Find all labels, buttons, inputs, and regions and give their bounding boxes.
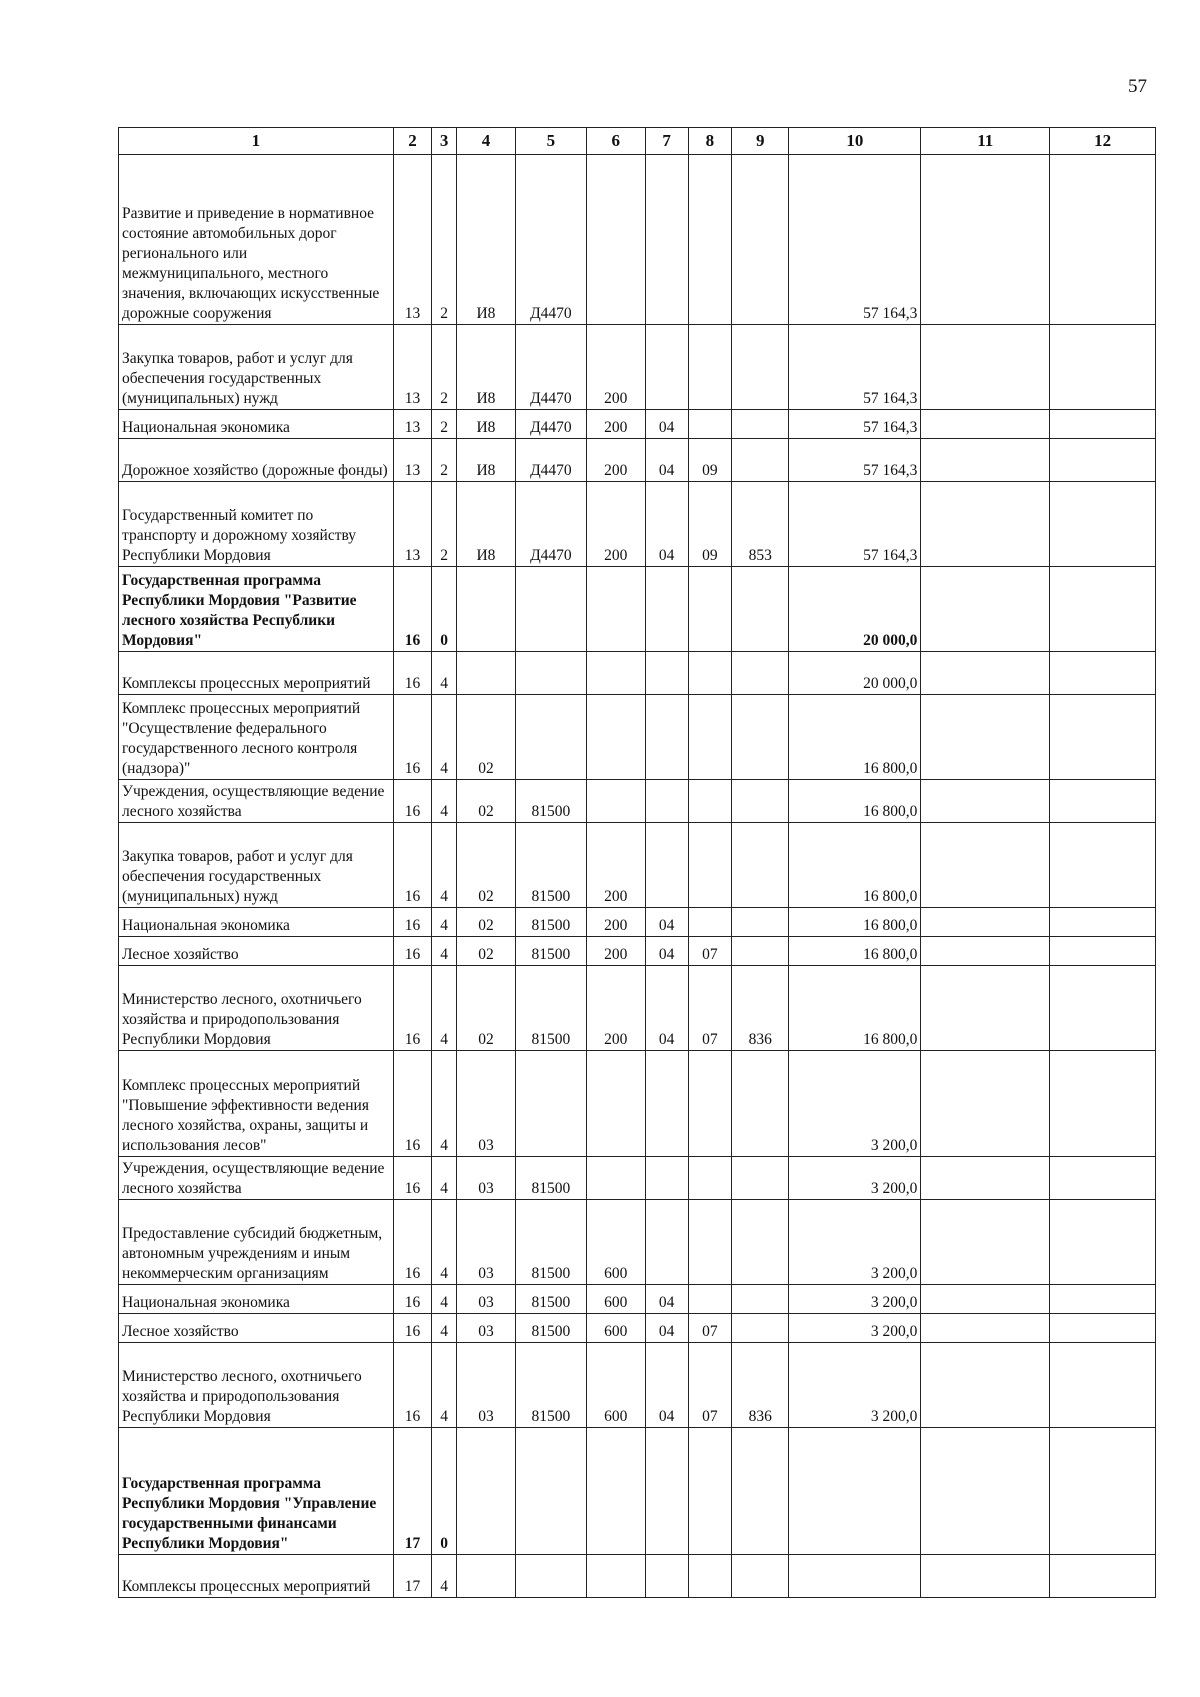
code-cell	[688, 1555, 731, 1598]
amount-cell	[921, 1343, 1050, 1428]
code-cell	[587, 1555, 645, 1598]
code-cell: 4	[432, 652, 457, 695]
code-cell	[732, 567, 789, 652]
code-cell: 200	[587, 439, 645, 482]
code-cell	[457, 1555, 515, 1598]
code-cell: И8	[457, 439, 515, 482]
code-cell: 16	[393, 567, 431, 652]
column-header: 3	[432, 128, 457, 155]
code-cell	[732, 1314, 789, 1343]
row-name-cell: Комплекс процессных мероприятий "Осуществление федерального государственного лесного контроля (надзора)"	[119, 695, 394, 780]
code-cell: 07	[688, 1314, 731, 1343]
code-cell: 13	[393, 410, 431, 439]
code-cell: 81500	[515, 1157, 586, 1200]
code-cell	[645, 780, 688, 823]
column-header: 12	[1050, 128, 1156, 155]
row-name-cell: Закупка товаров, работ и услуг для обеспечения государственных (муниципальных) нужд	[119, 325, 394, 410]
code-cell: 16	[393, 652, 431, 695]
code-cell	[457, 652, 515, 695]
column-header: 5	[515, 128, 586, 155]
code-cell: 81500	[515, 1314, 586, 1343]
amount-cell	[1050, 1314, 1156, 1343]
code-cell: 200	[587, 966, 645, 1051]
code-cell: 4	[432, 908, 457, 937]
amount-cell	[921, 695, 1050, 780]
code-cell	[732, 1428, 789, 1555]
code-cell: И8	[457, 155, 515, 325]
amount-cell	[1050, 652, 1156, 695]
row-name-cell: Учреждения, осуществляющие ведение лесного хозяйства	[119, 1157, 394, 1200]
table-row	[119, 908, 1156, 937]
code-cell: 2	[432, 410, 457, 439]
code-cell: 16	[393, 1314, 431, 1343]
code-cell: 600	[587, 1200, 645, 1285]
amount-cell	[921, 652, 1050, 695]
column-header: 6	[587, 128, 645, 155]
code-cell	[645, 155, 688, 325]
code-cell: 03	[457, 1314, 515, 1343]
table-row	[119, 937, 1156, 966]
code-cell: 16	[393, 1200, 431, 1285]
row-name-cell: Развитие и приведение в нормативное состояние автомобильных дорог регионального или межмуниципального, местного значения, включающих искусственные дорожные сооружения	[119, 155, 394, 325]
table-row	[119, 1285, 1156, 1314]
code-cell: 600	[587, 1285, 645, 1314]
amount-cell: 16 800,0	[789, 823, 921, 908]
code-cell: 836	[732, 1343, 789, 1428]
code-cell: 03	[457, 1157, 515, 1200]
code-cell	[515, 567, 586, 652]
column-header: 1	[119, 128, 394, 155]
amount-cell: 57 164,3	[789, 325, 921, 410]
code-cell: 16	[393, 908, 431, 937]
code-cell	[688, 155, 731, 325]
code-cell	[732, 1157, 789, 1200]
code-cell: 04	[645, 937, 688, 966]
row-name-cell: Учреждения, осуществляющие ведение лесного хозяйства	[119, 780, 394, 823]
code-cell: 16	[393, 823, 431, 908]
row-name-cell: Комплекс процессных мероприятий "Повышение эффективности ведения лесного хозяйства, охраны, защиты и использования лесов"	[119, 1051, 394, 1157]
code-cell: 4	[432, 695, 457, 780]
code-cell	[688, 410, 731, 439]
amount-cell	[789, 1428, 921, 1555]
amount-cell	[921, 1157, 1050, 1200]
row-name-cell: Национальная экономика	[119, 410, 394, 439]
code-cell: 4	[432, 1343, 457, 1428]
amount-cell	[1050, 1157, 1156, 1200]
row-name-cell: Дорожное хозяйство (дорожные фонды)	[119, 439, 394, 482]
code-cell	[688, 908, 731, 937]
code-cell: 200	[587, 908, 645, 937]
code-cell: 4	[432, 966, 457, 1051]
code-cell: 02	[457, 908, 515, 937]
amount-cell: 20 000,0	[789, 652, 921, 695]
amount-cell	[921, 1314, 1050, 1343]
code-cell: 16	[393, 780, 431, 823]
table-row	[119, 410, 1156, 439]
table-row	[119, 1314, 1156, 1343]
code-cell	[587, 780, 645, 823]
amount-cell	[921, 823, 1050, 908]
row-name-cell: Государственная программа Республики Мордовия "Развитие лесного хозяйства Республики Мордовия"	[119, 567, 394, 652]
amount-cell	[921, 567, 1050, 652]
amount-cell	[921, 1428, 1050, 1555]
code-cell: 03	[457, 1051, 515, 1157]
code-cell: 07	[688, 1343, 731, 1428]
code-cell: 04	[645, 966, 688, 1051]
table-row	[119, 1157, 1156, 1200]
amount-cell	[921, 966, 1050, 1051]
code-cell: 07	[688, 966, 731, 1051]
code-cell: 2	[432, 439, 457, 482]
amount-cell	[1050, 966, 1156, 1051]
code-cell: 04	[645, 410, 688, 439]
code-cell	[688, 567, 731, 652]
code-cell: 200	[587, 410, 645, 439]
row-name-cell: Предоставление субсидий бюджетным, автономным учреждениям и иным некоммерческим организациям	[119, 1200, 394, 1285]
amount-cell	[1050, 937, 1156, 966]
code-cell	[587, 155, 645, 325]
table-row	[119, 325, 1156, 410]
amount-cell	[921, 155, 1050, 325]
code-cell: 03	[457, 1343, 515, 1428]
code-cell: 04	[645, 482, 688, 567]
row-name-cell: Государственная программа Республики Мордовия "Управление государственными финансами Республики Мордовия"	[119, 1428, 394, 1555]
code-cell: 81500	[515, 1285, 586, 1314]
code-cell: 17	[393, 1428, 431, 1555]
code-cell	[732, 1285, 789, 1314]
table-body	[119, 155, 1156, 1598]
code-cell: 03	[457, 1285, 515, 1314]
code-cell	[688, 780, 731, 823]
code-cell	[688, 1285, 731, 1314]
amount-cell: 3 200,0	[789, 1314, 921, 1343]
code-cell: 81500	[515, 780, 586, 823]
amount-cell	[1050, 439, 1156, 482]
code-cell: 03	[457, 1200, 515, 1285]
code-cell	[587, 652, 645, 695]
code-cell: 600	[587, 1314, 645, 1343]
amount-cell	[1050, 155, 1156, 325]
code-cell: 02	[457, 780, 515, 823]
code-cell: 4	[432, 1200, 457, 1285]
column-header: 7	[645, 128, 688, 155]
code-cell: И8	[457, 410, 515, 439]
code-cell: Д4470	[515, 439, 586, 482]
code-cell	[457, 1428, 515, 1555]
code-cell	[587, 1051, 645, 1157]
code-cell: 4	[432, 1314, 457, 1343]
amount-cell	[1050, 1555, 1156, 1598]
code-cell: 2	[432, 482, 457, 567]
code-cell: 16	[393, 937, 431, 966]
code-cell	[688, 1428, 731, 1555]
amount-cell: 20 000,0	[789, 567, 921, 652]
code-cell: 13	[393, 482, 431, 567]
code-cell	[457, 567, 515, 652]
table-row	[119, 966, 1156, 1051]
amount-cell	[921, 1285, 1050, 1314]
code-cell	[732, 1051, 789, 1157]
code-cell	[732, 780, 789, 823]
code-cell	[645, 823, 688, 908]
code-cell	[732, 325, 789, 410]
code-cell: 4	[432, 1555, 457, 1598]
header-row	[119, 128, 1156, 155]
code-cell	[645, 1051, 688, 1157]
code-cell: 13	[393, 325, 431, 410]
amount-cell: 16 800,0	[789, 780, 921, 823]
code-cell: 81500	[515, 966, 586, 1051]
row-name-cell: Закупка товаров, работ и услуг для обеспечения государственных (муниципальных) нужд	[119, 823, 394, 908]
column-header: 2	[393, 128, 431, 155]
code-cell: 853	[732, 482, 789, 567]
amount-cell	[1050, 780, 1156, 823]
code-cell	[515, 1428, 586, 1555]
amount-cell	[1050, 823, 1156, 908]
code-cell: 02	[457, 695, 515, 780]
amount-cell	[1050, 1343, 1156, 1428]
page-number: 57	[1128, 76, 1147, 97]
table-row	[119, 652, 1156, 695]
code-cell: 13	[393, 155, 431, 325]
code-cell: 2	[432, 155, 457, 325]
code-cell	[645, 1555, 688, 1598]
table-row	[119, 1343, 1156, 1428]
amount-cell: 57 164,3	[789, 410, 921, 439]
amount-cell	[921, 1200, 1050, 1285]
code-cell: 4	[432, 823, 457, 908]
code-cell	[688, 823, 731, 908]
amount-cell: 3 200,0	[789, 1051, 921, 1157]
code-cell: 200	[587, 325, 645, 410]
code-cell: 17	[393, 1555, 431, 1598]
amount-cell	[789, 1555, 921, 1598]
code-cell	[587, 1428, 645, 1555]
code-cell: 09	[688, 439, 731, 482]
amount-cell: 3 200,0	[789, 1343, 921, 1428]
code-cell	[732, 410, 789, 439]
column-header: 4	[457, 128, 515, 155]
amount-cell	[1050, 1200, 1156, 1285]
code-cell: 4	[432, 1285, 457, 1314]
amount-cell	[921, 410, 1050, 439]
code-cell	[688, 652, 731, 695]
code-cell: 200	[587, 823, 645, 908]
code-cell	[587, 1157, 645, 1200]
row-name-cell: Государственный комитет по транспорту и дорожному хозяйству Республики Мордовия	[119, 482, 394, 567]
amount-cell	[1050, 325, 1156, 410]
code-cell: 16	[393, 1343, 431, 1428]
amount-cell: 57 164,3	[789, 482, 921, 567]
code-cell: 81500	[515, 937, 586, 966]
amount-cell	[1050, 695, 1156, 780]
row-name-cell: Национальная экономика	[119, 908, 394, 937]
amount-cell: 16 800,0	[789, 695, 921, 780]
code-cell	[645, 1200, 688, 1285]
amount-cell: 16 800,0	[789, 966, 921, 1051]
row-name-cell: Лесное хозяйство	[119, 1314, 394, 1343]
code-cell	[645, 325, 688, 410]
column-header: 8	[688, 128, 731, 155]
row-name-cell: Министерство лесного, охотничьего хозяйства и природопользования Республики Мордовия	[119, 966, 394, 1051]
code-cell: И8	[457, 482, 515, 567]
amount-cell	[1050, 1285, 1156, 1314]
code-cell: 200	[587, 482, 645, 567]
table-row	[119, 780, 1156, 823]
code-cell: 13	[393, 439, 431, 482]
amount-cell	[921, 482, 1050, 567]
column-header: 11	[921, 128, 1050, 155]
code-cell: Д4470	[515, 410, 586, 439]
code-cell: 81500	[515, 823, 586, 908]
table-row	[119, 1428, 1156, 1555]
column-header: 10	[789, 128, 921, 155]
code-cell: 0	[432, 567, 457, 652]
code-cell	[732, 823, 789, 908]
code-cell	[515, 1051, 586, 1157]
code-cell: 600	[587, 1343, 645, 1428]
amount-cell	[1050, 1428, 1156, 1555]
code-cell	[515, 652, 586, 695]
row-name-cell: Комплексы процессных мероприятий	[119, 1555, 394, 1598]
code-cell: 200	[587, 937, 645, 966]
code-cell	[645, 567, 688, 652]
code-cell: 4	[432, 1157, 457, 1200]
code-cell: И8	[457, 325, 515, 410]
code-cell: 2	[432, 325, 457, 410]
code-cell	[732, 652, 789, 695]
code-cell	[688, 1051, 731, 1157]
code-cell: 04	[645, 1285, 688, 1314]
code-cell: 04	[645, 439, 688, 482]
amount-cell	[921, 937, 1050, 966]
code-cell: 81500	[515, 908, 586, 937]
code-cell	[688, 1200, 731, 1285]
code-cell	[688, 695, 731, 780]
code-cell: Д4470	[515, 482, 586, 567]
code-cell	[688, 325, 731, 410]
code-cell: 4	[432, 937, 457, 966]
amount-cell	[1050, 482, 1156, 567]
code-cell	[645, 1428, 688, 1555]
amount-cell: 57 164,3	[789, 439, 921, 482]
code-cell: 04	[645, 908, 688, 937]
amount-cell	[1050, 1051, 1156, 1157]
code-cell	[732, 937, 789, 966]
amount-cell	[1050, 410, 1156, 439]
code-cell: 16	[393, 1157, 431, 1200]
amount-cell	[1050, 567, 1156, 652]
code-cell: 02	[457, 937, 515, 966]
row-name-cell: Лесное хозяйство	[119, 937, 394, 966]
code-cell	[587, 695, 645, 780]
code-cell: 07	[688, 937, 731, 966]
table-row	[119, 823, 1156, 908]
amount-cell	[921, 908, 1050, 937]
code-cell	[732, 155, 789, 325]
table-row	[119, 155, 1156, 325]
code-cell: 81500	[515, 1343, 586, 1428]
amount-cell	[921, 1051, 1050, 1157]
code-cell: 16	[393, 1051, 431, 1157]
code-cell	[645, 652, 688, 695]
amount-cell	[921, 1555, 1050, 1598]
code-cell: 16	[393, 966, 431, 1051]
amount-cell: 57 164,3	[789, 155, 921, 325]
code-cell: 4	[432, 1051, 457, 1157]
code-cell: 4	[432, 780, 457, 823]
code-cell: 02	[457, 966, 515, 1051]
amount-cell	[921, 780, 1050, 823]
code-cell	[732, 1555, 789, 1598]
table-row	[119, 1200, 1156, 1285]
code-cell: 04	[645, 1314, 688, 1343]
code-cell	[688, 1157, 731, 1200]
table-row	[119, 695, 1156, 780]
code-cell: 0	[432, 1428, 457, 1555]
code-cell: 81500	[515, 1200, 586, 1285]
code-cell	[645, 695, 688, 780]
code-cell	[732, 695, 789, 780]
table-row	[119, 1051, 1156, 1157]
code-cell: 04	[645, 1343, 688, 1428]
amount-cell: 16 800,0	[789, 908, 921, 937]
code-cell	[515, 1555, 586, 1598]
amount-cell	[921, 325, 1050, 410]
code-cell: 16	[393, 1285, 431, 1314]
code-cell: Д4470	[515, 155, 586, 325]
amount-cell	[1050, 908, 1156, 937]
row-name-cell: Национальная экономика	[119, 1285, 394, 1314]
code-cell	[732, 908, 789, 937]
table-row	[119, 1555, 1156, 1598]
row-name-cell: Комплексы процессных мероприятий	[119, 652, 394, 695]
amount-cell	[921, 439, 1050, 482]
code-cell	[732, 1200, 789, 1285]
amount-cell: 3 200,0	[789, 1157, 921, 1200]
code-cell: Д4470	[515, 325, 586, 410]
code-cell	[732, 439, 789, 482]
row-name-cell: Министерство лесного, охотничьего хозяйства и природопользования Республики Мордовия	[119, 1343, 394, 1428]
code-cell	[515, 695, 586, 780]
table-row	[119, 567, 1156, 652]
amount-cell: 3 200,0	[789, 1200, 921, 1285]
code-cell: 16	[393, 695, 431, 780]
budget-table	[118, 127, 1156, 1598]
column-header: 9	[732, 128, 789, 155]
code-cell: 02	[457, 823, 515, 908]
code-cell	[645, 1157, 688, 1200]
code-cell: 09	[688, 482, 731, 567]
amount-cell: 3 200,0	[789, 1285, 921, 1314]
table-row	[119, 482, 1156, 567]
amount-cell: 16 800,0	[789, 937, 921, 966]
code-cell: 836	[732, 966, 789, 1051]
code-cell	[587, 567, 645, 652]
table-row	[119, 439, 1156, 482]
